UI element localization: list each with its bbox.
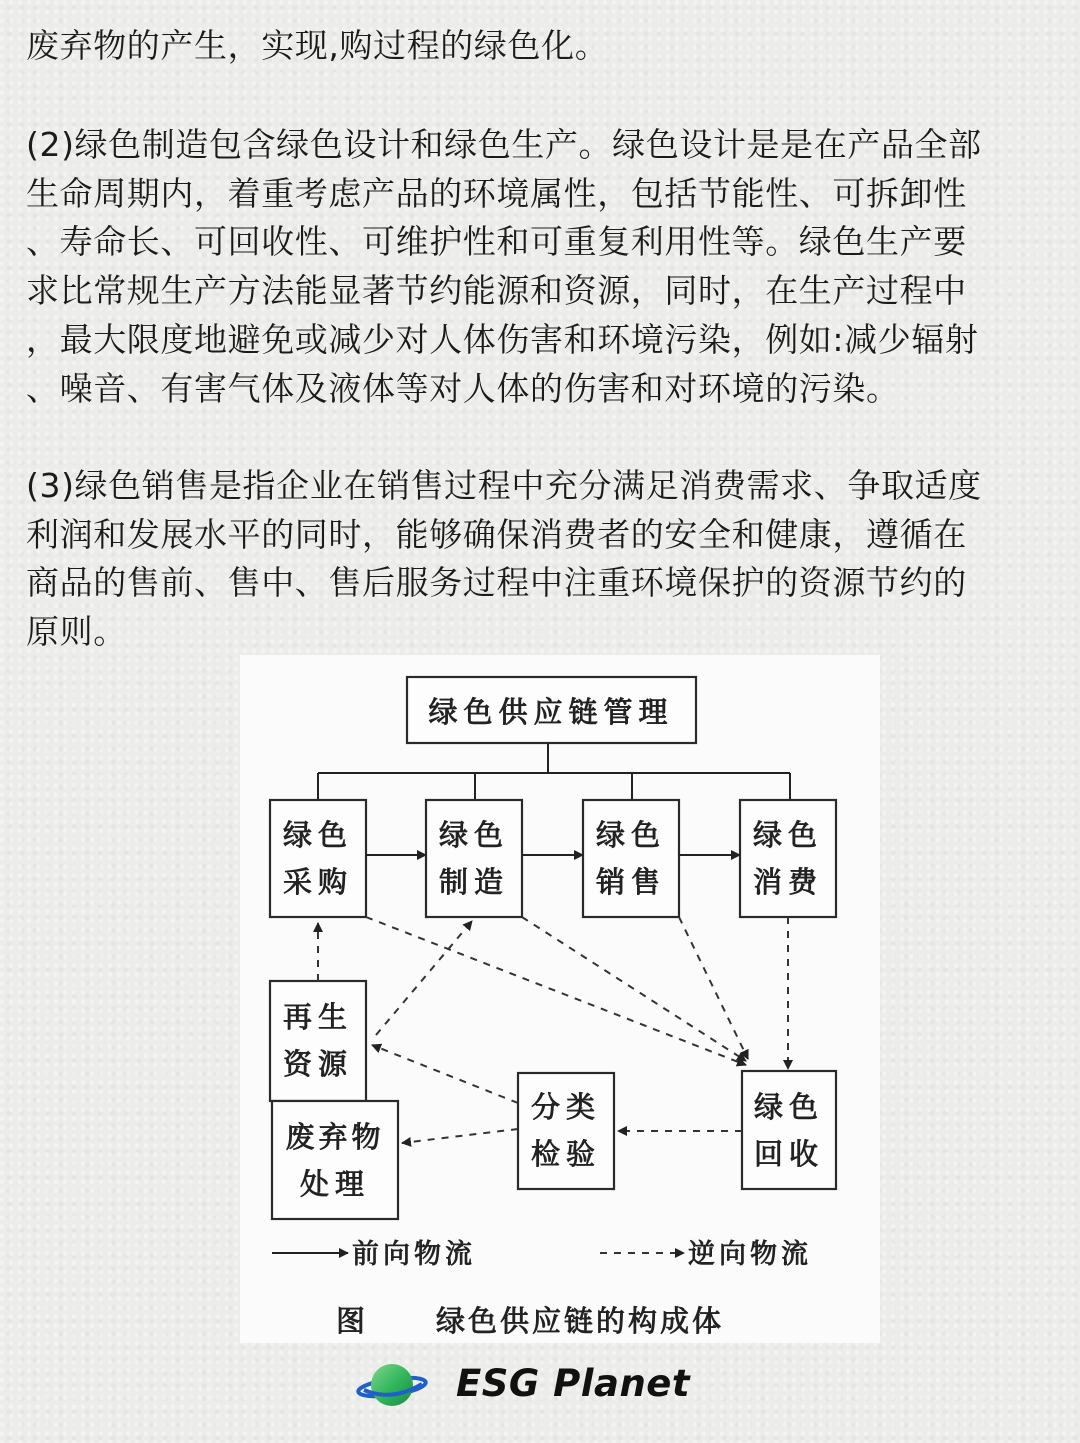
text-line: 、噪音、有害气体及液体等对人体的伤害和对环境的污染。	[26, 368, 900, 408]
text-line: (3)绿色销售是指企业在销售过程中充分满足消费需求、争取适度	[26, 466, 982, 505]
caption-label: 图	[336, 1304, 366, 1338]
text-line: ，最大限度地避免或减少对人体伤害和环境污染，例如:减少辐射	[26, 319, 979, 359]
recycled-resources-box	[270, 981, 366, 1101]
stage-sales	[583, 800, 679, 917]
legend-forward-label: 前向物流	[352, 1239, 476, 1270]
legend-reverse-label: 逆向物流	[688, 1239, 812, 1270]
paragraph-green-manufacturing	[26, 121, 1056, 413]
node-label: 废弃物	[285, 1120, 385, 1154]
reverse-arrow	[366, 917, 746, 1065]
text-line: (2)绿色制造包含绿色设计和绿色生产。绿色设计是是在产品全部	[26, 125, 982, 164]
reverse-arrow	[679, 917, 748, 1059]
node-label: 分类	[530, 1090, 602, 1124]
text-line: 废弃物的产生，实现,购过程的绿色化。	[26, 26, 609, 65]
root-label: 绿色供应链管理	[428, 695, 674, 729]
node-box	[742, 1071, 836, 1189]
node-label: 绿色	[753, 1090, 825, 1124]
stage-label: 采购	[282, 865, 354, 899]
waste-treatment-box	[272, 1101, 398, 1219]
node-label: 处理	[299, 1167, 371, 1201]
reverse-arrow	[376, 921, 472, 1035]
text-line: 、寿命长、可回收性、可维护性和可重复利用性等。绿色生产要	[26, 222, 967, 262]
supply-chain-diagram	[240, 655, 880, 1343]
stage-label: 绿色	[438, 818, 510, 852]
text-line: 利润和发展水平的同时，能够确保消费者的安全和健康，遵循在	[26, 514, 967, 554]
sorting-inspection-box	[518, 1073, 614, 1189]
stage-label: 消费	[752, 865, 824, 899]
text-line: 生命周期内，着重考虑产品的环境属性，包括节能性、可拆卸性	[26, 173, 967, 213]
stage-label: 绿色	[595, 818, 667, 852]
stage-label: 销售	[595, 865, 667, 899]
node-label: 检验	[530, 1137, 602, 1171]
text-line: 商品的售前、售中、售后服务过程中注重环境保护的资源节约的	[26, 563, 967, 603]
stage-manufacturing	[426, 800, 522, 917]
node-box	[272, 1101, 398, 1219]
node-label: 资源	[282, 1047, 354, 1081]
text-line: 求比常规生产方法能显著节约能源和资源，同时，在生产过程中	[26, 271, 967, 311]
stage-consumption	[740, 800, 836, 917]
planet-icon	[356, 1356, 428, 1416]
node-box	[270, 981, 366, 1101]
stage-label: 绿色	[752, 818, 824, 852]
node-label: 回收	[753, 1137, 825, 1171]
reverse-arrow	[522, 917, 746, 1061]
green-recycling-box	[742, 1071, 836, 1189]
diagram-svg	[240, 655, 880, 1343]
stage-procurement	[270, 800, 366, 917]
brand-logo	[356, 1356, 716, 1416]
brand-name: ESG Planet	[456, 1362, 691, 1405]
legend	[272, 1238, 812, 1270]
stage-label: 制造	[438, 865, 510, 899]
paragraph-green-sales	[26, 462, 1056, 657]
caption-title: 绿色供应链的构成体	[436, 1304, 725, 1338]
paragraph-intro	[26, 22, 1056, 71]
node-label: 再生	[282, 1000, 354, 1034]
reverse-arrow	[402, 1129, 518, 1143]
stage-label: 绿色	[282, 818, 354, 852]
reverse-arrow	[372, 1045, 518, 1103]
text-line: 原则。	[26, 612, 127, 652]
